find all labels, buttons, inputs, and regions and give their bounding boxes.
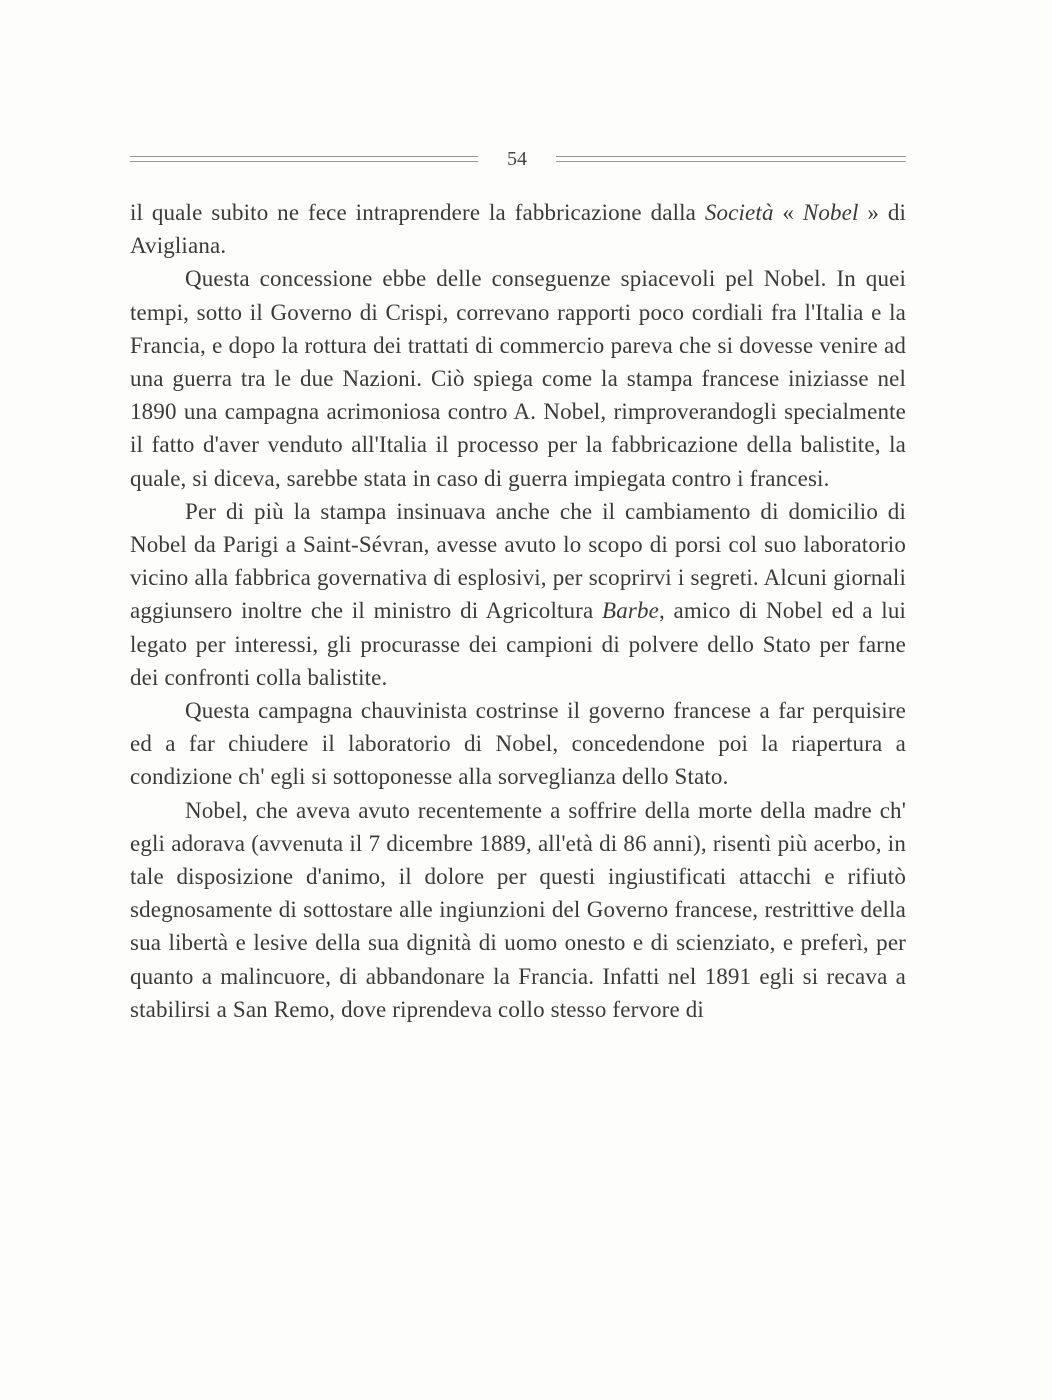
paragraph-text: « bbox=[773, 200, 803, 225]
header-rule-right bbox=[556, 156, 906, 162]
italic-text-societa: Società bbox=[704, 200, 774, 225]
header-rule-left bbox=[130, 156, 478, 162]
italic-text-barbe: Barbe, bbox=[602, 598, 665, 624]
paragraph-text: » di Avigliana. bbox=[130, 200, 907, 259]
paragraph-text: il quale subito ne fece intraprendere la fabbricazione dalla bbox=[130, 200, 705, 225]
paragraph-text: Per di più la stampa insinuava anche che il cambiamento di domicilio di Nobel da Parigi a Saint-Sévran, avesse avuto lo scopo di porsi col suo laboratorio vicino alla fabbrica governativa di esplosivi, per scoprirvi i segreti. Alcuni giornali aggiunsero inoltre che il ministro di Agricoltura bbox=[130, 498, 906, 624]
body-text bbox=[130, 196, 906, 1026]
paragraph-text: amico di Nobel ed a lui legato per interessi, gli procurasse dei campioni di polvere dello Stato per farne dei confronti colla balistite. bbox=[130, 598, 907, 690]
running-header bbox=[130, 146, 906, 176]
paragraph-1 bbox=[130, 196, 906, 262]
paragraph-3 bbox=[130, 495, 906, 694]
paragraph-5: Nobel, che aveva avuto recentemente a soffrire della morte della madre ch' egli adorava (avvenuta il 7 dicembre 1889, all'età di 86 anni), risentì più acerbo, in tale disposizione d'animo, il dolore per questi ingiustificati attacchi e rifiutò sdegnosamente di sottostare alle ingiunzioni del Governo francese, restrittive della sua libertà e lesive della sua dignità di uomo onesto e di scienziato, e preferì, per quanto a malincuore, di abbandonare la Francia. Infatti nel 1891 egli si recava a stabilirsi a San Remo, dove riprendeva collo stesso fervore di bbox=[130, 797, 906, 1022]
paragraph-2: Questa concessione ebbe delle conseguenze spiacevoli pel Nobel. In quei tempi, sotto il Governo di Crispi, correvano rapporti poco cordiali fra l'Italia e la Francia, e dopo la rottura dei trattati di commercio pareva che si dovesse venire ad una guerra tra le due Nazioni. Ciò spiega come la stampa francese iniziasse nel 1890 una campagna acrimoniosa contro A. Nobel, rimproverandogli specialmente il fatto d'aver venduto all'Italia il processo per la fabbricazione della balistite, la quale, si diceva, sarebbe stata in caso di guerra impiegata contro i francesi. bbox=[130, 266, 906, 491]
paragraph-4: Questa campagna chauvinista costrinse il governo francese a far perquisire ed a far chiudere il laboratorio di Nobel, concedendone poi la riapertura a condizione ch' egli si sottoponesse alla sorveglianza dello Stato. bbox=[130, 698, 906, 790]
italic-text-nobel: Nobel bbox=[802, 200, 859, 225]
page-number: 54 bbox=[507, 148, 527, 170]
